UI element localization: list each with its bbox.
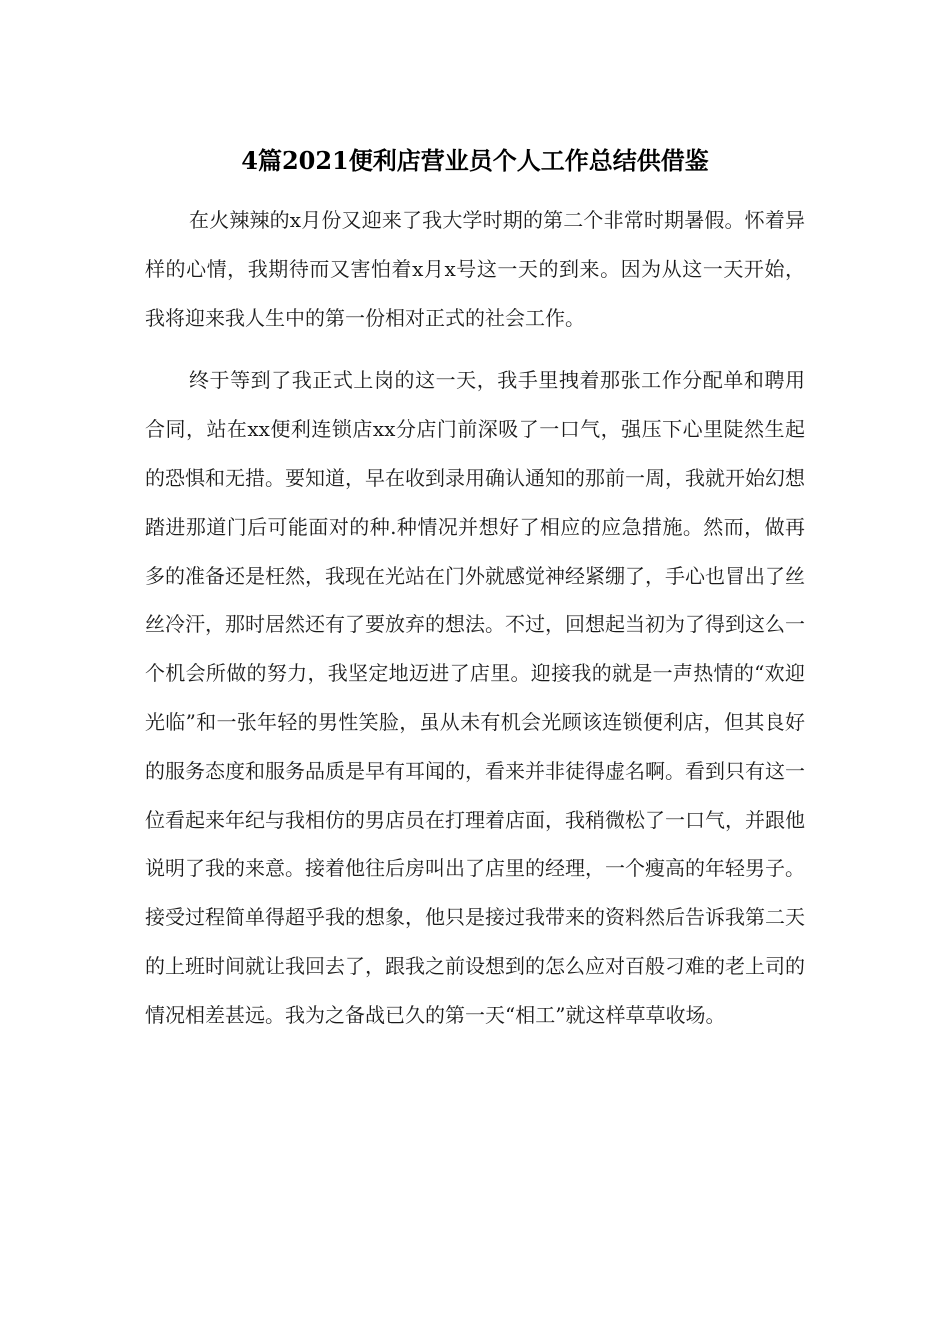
paragraph-1: 在火辣辣的x月份又迎来了我大学时期的第二个非常时期暑假。怀着异样的心情，我期待而又害怕着x月x号这一天的到来。因为从这一天开始，我将迎来我人生中的第一份相对正式的社会工作。 [145, 208, 805, 330]
paragraph-2: 终于等到了我正式上岗的这一天，我手里拽着那张工作分配单和聘用合同，站在xx便利连锁店xx分店门前深吸了一口气，强压下心里陡然生起的恐惧和无措。要知道，早在收到录用确认通知的那前一周，我就开始幻想踏进那道门后可能面对的种.种情况并想好了相应的应急措施。然而，做再多的准备还是枉然，我现在光站在门外就感觉神经紧绷了，手心也冒出了丝丝冷汗，那时居然还有了要放弃的想法。不过，回想起当初为了得到这么一个机会所做的努力，我坚定地迈进了店里。迎接我的就是一声热情的“欢迎光临”和一张年轻的男性笑脸，虽从未有机会光顾该连锁便利店，但其良好的服务态度和服务品质是早有耳闻的，看来并非徒得虚名啊。看到只有这一位看起来年纪与我相仿的男店员在打理着店面，我稍微松了一口气，并跟他说明了我的来意。接着他往后房叫出了店里的经理，一个瘦高的年轻男子。接受过程简单得超乎我的想象，他只是接过我带来的资料然后告诉我第二天的上班时间就让我回去了，跟我之前设想到的怎么应对百般刁难的老上司的情况相差甚远。我为之备战已久的第一天“相工”就这样草草收场。 [145, 368, 805, 1027]
document-body [145, 196, 805, 1054]
document-title: 4篇2021便利店营业员个人工作总结供借鉴 [241, 146, 709, 175]
